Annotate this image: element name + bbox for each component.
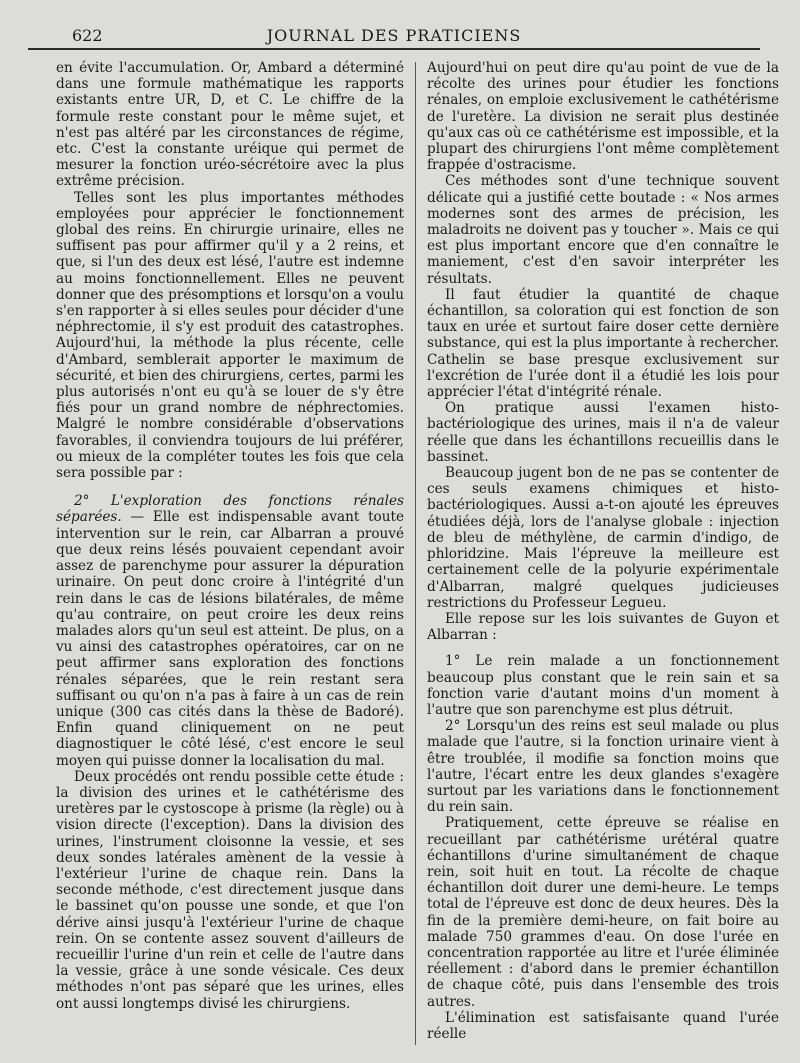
paragraph: Deux procédés ont rendu possible cette étude : la division des urines et le cathétérisme des uretères par le cystoscope à prisme (la règle) ou à vision directe (l'exception). Dans la division des urines, l'instrument cloisonne la vessie, et ses deux sondes latérales amènent de la vessie à l'extérieur l'urine de chaque rein. Dans la seconde méthode, c'est directement jusque dans le bassinet qu'on pousse une sonde, et que l'on dérive ainsi jusqu'à l'extérieur l'urine de chaque rein. On se contente assez souvent d'ailleurs de recueillir l'urine d'un rein et celle de l'autre dans la vessie, grâce à une sonde vésicale. Ces deux méthodes n'ont pas séparé que les urines, elles ont aussi longtemps divisé les chirurgiens. xyxy=(56,768,404,1012)
right-column xyxy=(427,60,779,1042)
paragraph: 2° Lorsqu'un des reins est seul malade ou plus malade que l'autre, si la fonction urinaire vient à être troublée, il modifie sa fonction moins que l'autre, l'écart entre les deux glandes s'exagère surtout par les variations dans le fonctionnement du rein sain. xyxy=(427,718,779,816)
paragraph: en évite l'accumulation. Or, Ambard a déterminé dans une formule mathématique les rapports existants entre UR, D, et C. Le chiffre de la formule reste constant pour le même sujet, et n'est pas altéré par les circonstances de régime, etc. C'est la constante uréique qui permet de mesurer la fonction uréo-sécrétoire avec la plus extrême précision. xyxy=(56,60,404,190)
journal-title: JOURNAL DES PRATICIENS xyxy=(266,26,522,45)
paragraph: Elle repose sur les lois suivantes de Guyon et Albarran : xyxy=(427,610,779,644)
paragraph: Aujourd'hui on peut dire qu'au point de vue de la récolte des urines pour étudier les fonctions rénales, on emploie exclusivement le cathétérisme de l'uretère. La division ne serait plus destinée qu'aux cas où ce cathétérisme est impossible, et la plupart des chirurgiens l'ont même complètement frappée d'ostracisme. xyxy=(427,60,779,174)
section-heading: 2° L'exploration des fonctions rénales séparées. xyxy=(56,493,404,526)
body-columns xyxy=(0,60,800,1063)
paragraph-text: — Elle est indispensable avant toute intervention sur le rein, car Albarran a prouvé que deux reins lésés pouvaient cependant avoir assez de parenchyme pour assurer la dépuration urinaire. On peut donc croire à l'intégrité d'un rein dans le cas de lésions bilatérales, de même qu'au contraire, on peut croire les deux reins malades alors qu'un seul est atteint. De plus, on a vu ainsi des catastrophes opératoires, car on ne peut affirmer sans exploration des fonctions rénales séparées, que le rein restant sera suffisant ou qu'on n'a pas à faire à un cas de rein unique (300 cas cités dans la thèse de Badoré). Enfin quand cliniquement on ne peut diagnostiquer le côté lésé, c'est encore le seul moyen qui puisse donner la localisation du mal. xyxy=(56,509,404,769)
paragraph: L'élimination est satisfaisante quand l'urée réelle xyxy=(427,1009,779,1042)
paragraph: Pratiquement, cette épreuve se réalise en recueillant par cathétérisme urétéral quatre échantillons d'urine simultanément de chaque rein, soit huit en tout. La récolte de chaque échantillon doit durer une demi-heure. Le temps total de l'épreuve est donc de deux heures. Dès la fin de la première demi-heure, on fait boire au malade 750 grammes d'eau. On dose l'urée en concentration rapportée au litre et l'urée éliminée réellement : d'abord dans le premier échantillon de chaque côté, puis dans l'ensemble des trois autres. xyxy=(427,815,779,1010)
page-header xyxy=(28,22,760,50)
paragraph: Ces méthodes sont d'une technique souvent délicate qui a justifié cette boutade : « Nos armes modernes sont des armes de précision, les maladroits ne doivent pas y toucher ». Mais ce qui est plus important encore que d'en connaître le maniement, c'est d'en savoir interpréter les résultats. xyxy=(427,173,779,287)
left-column xyxy=(56,60,404,1012)
paragraph: 1° Le rein malade a un fonctionnement beaucoup plus constant que le rein sain et sa fonction varie d'autant moins d'un moment à l'autre que son parenchyme est plus détruit. xyxy=(427,653,779,718)
paragraph xyxy=(56,493,404,768)
paragraph: Il faut étudier la quantité de chaque échantillon, sa coloration qui est fonction de son taux en urée et surtout faire doser cette dernière substance, qui est la plus importante à rechercher. Cathelin se base presque exclusivement sur l'excrétion de l'urée dont il a étudié les lois pour apprécier l'état d'intégrité rénale. xyxy=(427,286,779,401)
paragraph: Beaucoup jugent bon de ne pas se contenter de ces seuls examens chimiques et histo-bactériologiques. Aussi a-t-on ajouté les épreuves étudiées déjà, lors de l'analyse globale : injection de bleu de méthylène, de carmin d'indigo, de phloridzine. Mais l'épreuve la meilleure est certainement celle de la polyurie expérimentale d'Albarran, malgré quelques judicieuses restrictions du Professeur Legueu. xyxy=(427,465,779,611)
paragraph: On pratique aussi l'examen histo-bactériologique des urines, mais il n'a de valeur réelle que dans les échantillons recueillis dans le bassinet. xyxy=(427,400,779,465)
paragraph: Telles sont les plus importantes méthodes employées pour apprécier le fonctionnement global des reins. En chirurgie urinaire, elles ne suffisent pas pour affirmer qu'il y a 2 reins, et que, si l'un des deux est lésé, l'autre est indemne au moins fonctionnellement. Elles ne peuvent donner que des présomptions et lorsqu'on a voulu s'en rapporter à si elles seules pour décider d'une néphrectomie, il s'y est produit des catastrophes. Aujourd'hui, la méthode la plus récente, celle d'Ambard, semblerait apporter le maximum de sécurité, et bien des chirurgiens, certes, parmi les plus autorisés n'ont eu qu'à se louer de s'y être fiés pour un grand nombre de néphrectomies. Malgré le nombre considérable d'observations favorables, il conviendra toujours de lui préférer, ou mieux de la compléter toutes les fois que cela sera possible par : xyxy=(56,189,404,482)
page-number: 622 xyxy=(72,26,103,45)
